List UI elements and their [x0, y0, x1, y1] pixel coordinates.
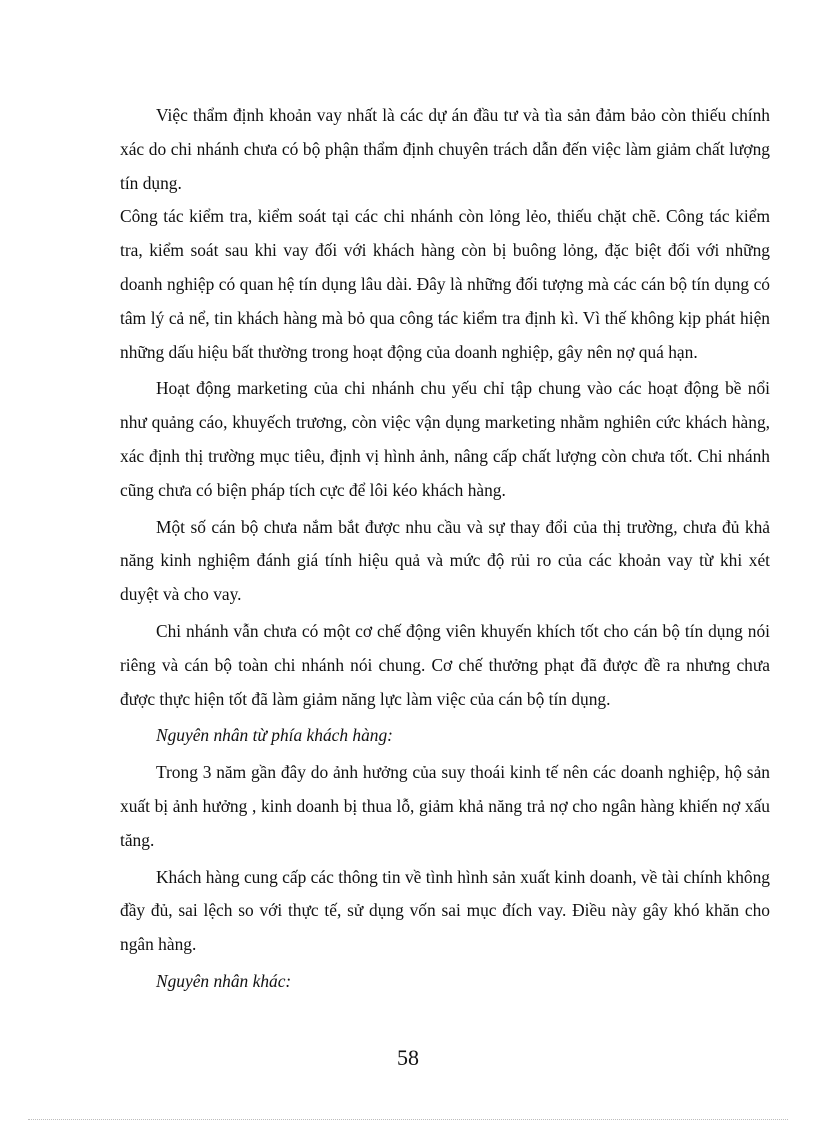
paragraph-incentive-mechanism: Chi nhánh vẫn chưa có một cơ chế động viên khuyến khích tốt cho cán bộ tín dụng nói riêng và cán bộ toàn chi nhánh nói chung. Cơ chế thưởng phạt đã được đề ra nhưng chưa được thực hiện tốt đã làm giảm năng lực làm việc của cán bộ tín dụng.	[120, 620, 770, 709]
heading-customer-causes: Nguyên nhân từ phía khách hàng:	[156, 725, 393, 746]
page-number: 58	[397, 1045, 419, 1070]
paragraph-inspection-control: Công tác kiểm tra, kiểm soát tại các chi nhánh còn lỏng lẻo, thiếu chặt chẽ. Công tác kiểm tra, kiểm soát sau khi vay đối với khách hàng còn bị buông lỏng, đặc biệt đối với những doanh nghiệp có quan hệ tín dụng lâu dài. Đây là những đối tượng mà các cán bộ tín dụng có tâm lý cả nể, tin khách hàng mà bỏ qua công tác kiểm tra định kì. Vì thế không kịp phát hiện những dấu hiệu bất thường trong hoạt động của doanh nghiệp, gây nên nợ quá hạn.	[120, 206, 770, 362]
document-body	[120, 99, 770, 999]
paragraph-staff-capacity: Một số cán bộ chưa nắm bắt được nhu cầu và sự thay đổi của thị trường, chưa đủ khả năng kinh nghiệm đánh giá tính hiệu quả và mức độ rủi ro của các khoản vay từ khi xét duyệt và cho vay.	[120, 516, 770, 605]
paragraph-customer-information: Khách hàng cung cấp các thông tin về tình hình sản xuất kinh doanh, về tài chính không đầy đủ, sai lệch so với thực tế, sử dụng vốn sai mục đích vay. Điều này gây khó khăn cho ngân hàng.	[120, 866, 770, 955]
heading-other-causes: Nguyên nhân khác:	[156, 970, 292, 991]
page-bottom-divider	[28, 1119, 788, 1120]
paragraph-marketing: Hoạt động marketing của chi nhánh chu yếu chỉ tập chung vào các hoạt động bề nổi như quảng cáo, khuyếch trương, còn việc vận dụng marketing nhằm nghiên cức khách hàng, xác định thị trường mục tiêu, định vị hình ảnh, nâng cấp chất lượng còn chưa tốt. Chi nhánh cũng chưa có biện pháp tích cực để lôi kéo khách hàng.	[120, 378, 770, 500]
paragraph-appraisal: Việc thẩm định khoản vay nhất là các dự án đầu tư và tìa sản đảm bảo còn thiếu chính xác do chi nhánh chưa có bộ phận thẩm định chuyên trách dẫn đến việc làm giảm chất lượng tín dụng.	[120, 105, 770, 193]
paragraph-economic-downturn: Trong 3 năm gần đây do ảnh hưởng của suy thoái kinh tế nên các doanh nghiệp, hộ sản xuất bị ảnh hưởng , kinh doanh bị thua lỗ, giảm khả năng trả nợ cho ngân hàng khiến nợ xấu tăng.	[120, 762, 770, 850]
